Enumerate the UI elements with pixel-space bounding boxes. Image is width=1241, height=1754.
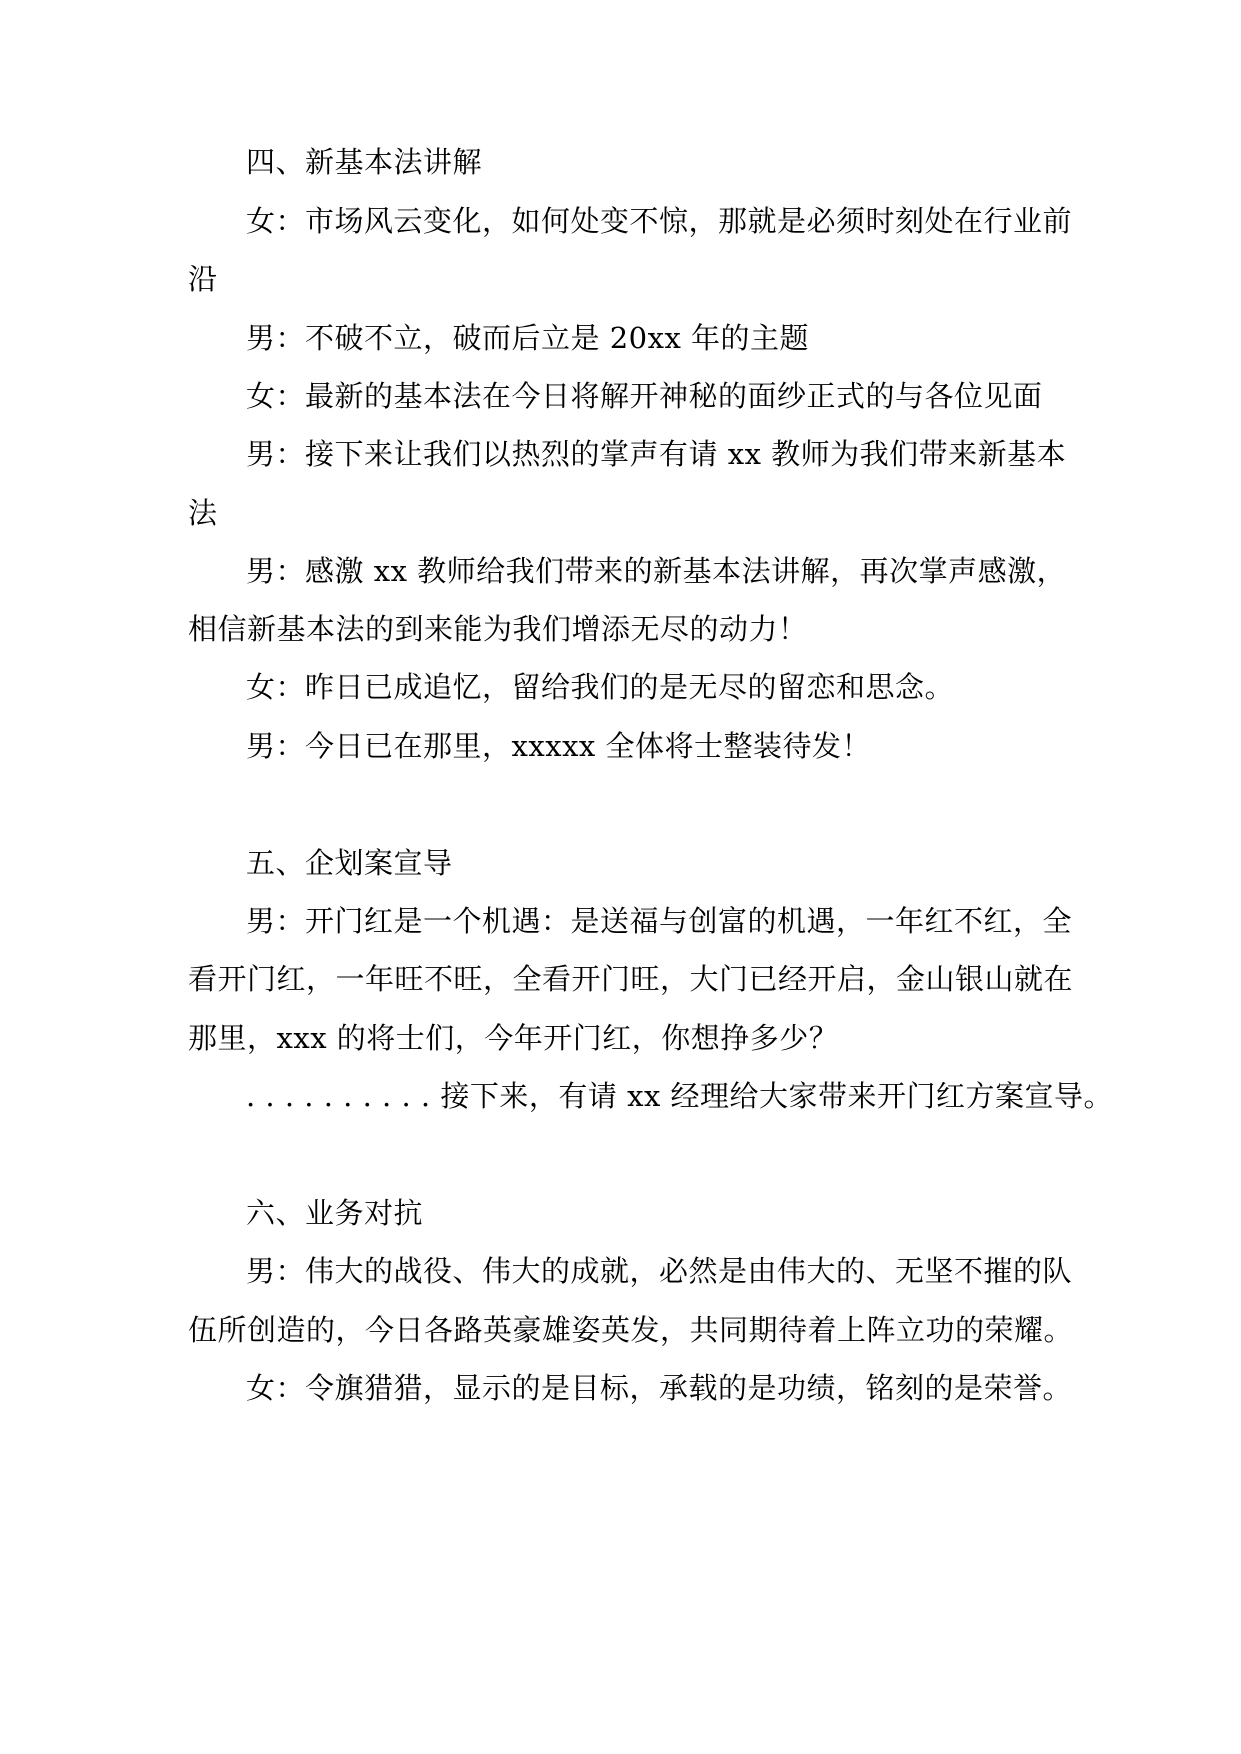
- paragraph-line: 男：接下来让我们以热烈的掌声有请 xx 教师为我们带来新基本: [246, 437, 1067, 471]
- paragraph-line: 看开门红，一年旺不旺，全看开门旺，大门已经开启，金山银山就在: [188, 962, 1074, 996]
- paragraph-line: 女：市场风云变化，如何处变不惊，那就是必须时刻处在行业前: [246, 204, 1073, 238]
- paragraph-line: 女：昨日已成追忆，留给我们的是无尽的留恋和思念。: [246, 670, 955, 704]
- paragraph-line: 男：今日已在那里，xxxxx 全体将士整装待发！: [246, 729, 871, 763]
- paragraph-line: 那里，xxx 的将士们，今年开门红，你想挣多少？: [188, 1021, 839, 1055]
- paragraph-line: 沿: [188, 262, 218, 296]
- paragraph-line: 相信新基本法的到来能为我们增添无尽的动力！: [188, 612, 808, 646]
- section-heading-6: 六、业务对抗: [246, 1196, 424, 1230]
- paragraph-line: 男：感激 xx 教师给我们带来的新基本法讲解，再次掌声感激，: [246, 554, 1067, 588]
- paragraph-line: 男：开门红是一个机遇：是送福与创富的机遇，一年红不红，全: [246, 904, 1073, 938]
- paragraph-line: 女：令旗猎猎，显示的是目标，承载的是功绩，铭刻的是荣誉。: [246, 1371, 1073, 1405]
- paragraph-line: 伍所创造的，今日各路英豪雄姿英发，共同期待着上阵立功的荣耀。: [188, 1313, 1074, 1347]
- paragraph-line: . . . . . . . . . . 接下来，有请 xx 经理给大家带来开门红方案宣导。: [246, 1079, 1114, 1113]
- section-heading-4: 四、新基本法讲解: [246, 145, 483, 179]
- paragraph-line: 男：不破不立，破而后立是 20xx 年的主题: [246, 321, 810, 355]
- paragraph-line: 法: [188, 496, 218, 530]
- section-heading-5: 五、企划案宣导: [246, 846, 453, 880]
- paragraph-line: 女：最新的基本法在今日将解开神秘的面纱正式的与各位见面: [246, 379, 1043, 413]
- paragraph-line: 男：伟大的战役、伟大的成就，必然是由伟大的、无坚不摧的队: [246, 1254, 1073, 1288]
